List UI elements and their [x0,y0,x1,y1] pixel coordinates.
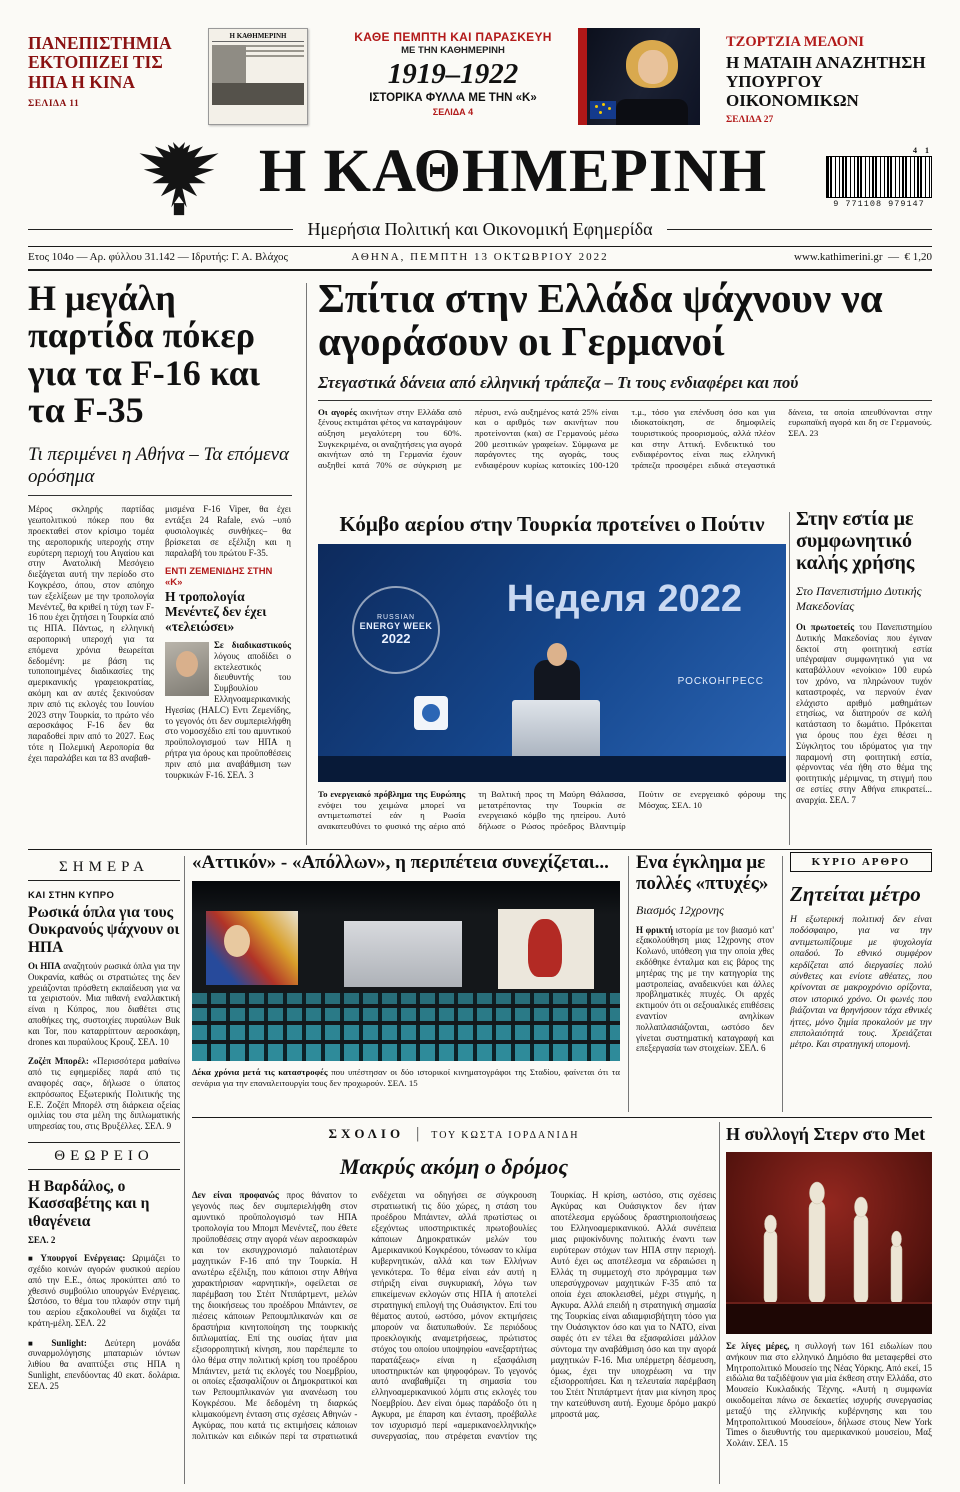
article-main-houses [318,277,932,489]
simera-item [28,1253,180,1329]
divider [28,495,292,496]
scholio-rubric: ΣΧΟΛΙΟ [328,1126,405,1141]
met-photo [726,1152,932,1334]
simera-item-text: Δεύτερη μονάδα συναρμολόγησης μπαταριών ιόντων λιθίου θα αναπτύξει στις ΗΠΑ η Sunlight, επενδύοντας 40 εκατ. δολάρια. ΣΕΛ. 25 [28,1337,180,1391]
masthead-info-row [28,251,932,263]
simera-kicker: ΚΑΙ ΣΤΗΝ ΚΥΠΡΟ [28,890,115,901]
emblem-line2: ENERGY WEEK [359,621,433,631]
teaser-meloni [726,34,932,125]
estia-body-text: του Πανεπιστημίου Δυτικής Μακεδονίας που έγιναν δεκτοί στη φοιτητική εστία υπέγραψαν συμφωνητικό για να καταβάλλουν «ενοίκιο» 100 ευρώ τον χρόνο, να πληρώνουν τυχόν καταστροφές, να περνούν έναν ελάχιστο αριθμό μαθημάτων ετησίως, να διατηρούν σε καλή κατάσταση το δωμάτιο. Πρόκειται για όρους που έχει θέσει η Σύγκλητος του ιδρύματος για την παραμονή στη φοιτητική εστία, φέρνοντας νέα ήθη στο θέμα της φοιτητικής μέριμνας, τη στιγμή που σε εστίες στην Αθήνα επικρατεί... αναρχία. ΣΕΛ. 7 [796,622,932,805]
editorial-rubric: ΚΥΡΙΟ ΑΡΘΡΟ [790,852,932,872]
simera-headline: Ρωσικά όπλα για τους Ουκρανούς ψάχνουν οι ΗΠΑ [28,904,180,956]
cinema-photo [192,881,620,1061]
emblem-line1: RUSSIAN [376,614,416,621]
main-body-text: ακινήτων στην Ελλάδα από ξένους εκτιμάται φέτος να καταγράψουν αύξηση μεγαλύτερη του 60%. Συγκεκριμένα, οι αναζητήσεις για αγορά ακινήτων από τη Γερμανία έχουν αυξηθεί κατά 70% σε σύγκριση με πέρυσι, ενώ αυξημένος κατά 25% είναι και ο αριθμός των ακινήτων που προτείνονται (και) σε Γερμανούς μέσω 200 μεσιτικών γραφείων. Σύμφωνα με παράγοντες της αγοράς, τους ενδιαφέρουν κυρίως κατοικίες 100-120 τ.μ., τόσο για επένδυση όσο και για ιδιοκατοίκηση, σε δημοφιλείς τουριστικούς προορισμούς, αλλά πλέον και στην Αττική. Ενδεικτικό του ενδιαφέροντος είναι πως ελληνική τράπεζα προσφέρει ειδικά στεγαστικά δάνεια, τα οποία απευθύνονται στην ευρωπαϊκή αγορά και δη σε Γερμανούς. ΣΕΛ. 23 [318,406,932,470]
crime-body-lead: Η φρικτή [636,924,674,935]
seat-row [192,1025,620,1040]
met-body-lead: Σε λίγες μέρες, [726,1341,790,1351]
simera-item-text: αναζητούν ρωσικά όπλα για την Ουκρανία, καθώς οι στρατιώτες της δεν χρειάζονται πρόσθετη εκπαίδευση για να τα χειριστούν. Μια πιθανή εναλλακτική είναι η Κύπρος, που διαθέτει στις αποθήκες της, συστοιχίες πυραύλων Buk και Tor, που καταρρίπτουν αεροσκάφη, drones και πυραύλους Κρουζ. ΣΕΛ. 10 [28,961,180,1047]
teaser-historic-title: ΙΣΤΟΡΙΚΑ ΦΥΛΛΑ ΜΕ ΤΗΝ «Κ» [369,92,537,104]
putin-photo [318,544,786,782]
scholio-body [192,1190,716,1490]
masthead-subtitle-row [28,219,932,240]
putin-figure [534,660,580,704]
issue-info: Ετος 104ο — Αρ. φύλλου 31.142 — Ιδρυτής: Γ. Α. Βλάχος [28,251,288,263]
main-headline: Σπίτια στην Ελλάδα ψάχνουν να αγοράσουν οι Γερμανοί [318,275,883,365]
estia-body [796,622,932,806]
main-body [318,407,932,489]
teaser-meloni-kicker: ΤΖΟΡΤΖΙΑ ΜΕΛΟΝΙ [726,34,865,50]
inset-headline: Η τροπολογία Μενέντεζ δεν έχει «τελειώσει» [165,589,267,635]
teaser-historic-years: 1919–1922 [387,58,519,90]
divider [318,400,932,401]
met-body [726,1341,932,1449]
teaser-universities [28,34,186,109]
cinema-screen [344,921,462,987]
seat-row [192,1044,620,1061]
article-f16-column-1: Μέρος σκληρής παρτίδας γεωπολιτικού πόκερ που θα προεκταθεί στον κρίσιμο τομέα της αεροπορικής υπεροχής στην ευρύτερη περιοχή του Αιγαίου και στην Ανατολική Μεσόγειο διεξάγεται αυτή την περίοδο στο Κογκρέσο, όπου, στον απόηχο των εξελίξεων με την τροπολογία Μενέντεζ, θα κριθεί η τύχη των F-16 που έχει ζητήσει η Τουρκία από τις ΗΠΑ. Πάντως, η ελληνική αεροπορική υπεροχή για τα επόμενα χρόνια θεωρείται δεδομένη: με βάση τις τυποποιημένες διαδικασίες της αμερικανικής γραφειοκρατίας, ακόμη και αν αυτές ξεκινούσαν πριν από τις εκλογές του Ιουνίου 2023 στην Τουρκία, το πρώτο νέο αεροσκάφος F-16 δεν θα παραδοθεί πριν από το 2027. Εως τότε η Πολεμική Αεροπορία θα έχει παραλάβει και τα 83 αναβαθ- [28,504,154,763]
scholio-body-lead: Δεν είναι προφανώς [192,1190,279,1200]
met-body-text: η συλλογή των 161 ειδωλίων που ανήκουν πια στο ελληνικό Δημόσιο θα μεταφερθεί στο Μητροπολιτικό Μουσείο της Νέας Υόρκης. Από εκεί, 15 ειδώλια θα ταξιδέψουν για μία έκθεση στην Ελλάδα, στο Μουσείο Κυκλαδικής Τέχνης. «Αυτή η συμφωνία οικοδομείται πάνω σε δεκαετίες ισχυρής συνεργασίας μεταξύ της ελληνικής κυβέρνησης και του Μητροπολιτικού Μουσείου», δήλωσε στους New York Times ο διευθυντής του αμερικανικού μουσείου, Μαξ Χολάιν. ΣΕΛ. 15 [726,1341,932,1449]
crime-body [636,925,774,1055]
energy-week-logo-icon [414,696,448,730]
cinema-right-painting [498,909,594,989]
crime-headline: Ενα έγκλημα με πολλές «πτυχές» [636,852,769,895]
stage-floor [318,756,786,782]
article-f16-column-2-text: μισμένα F-16 Viper, θα έχει εντάξει 24 Rafale, ενώ –υπό φυσιολογικές συνθήκες– θα βρίσκεται σε εξέλιξη και η παραλαβή του πρώτου F-35. [165,504,291,558]
simera-item-lead: Οι ΗΠΑ [28,961,61,972]
meloni-face [638,50,668,84]
teaser-universities-page-ref: ΣΕΛΙΔΑ 11 [28,98,80,109]
zemenidis-portrait-photo [165,642,209,696]
scholio-divider: | [416,1125,420,1142]
site-and-price: www.kathimerini.gr — € 1,20 [794,251,932,263]
article-estia [796,508,932,846]
barcode-bars-icon [826,156,932,198]
bullet-icon: ■ [28,1338,49,1348]
masthead-subtitle: Ημερήσια Πολιτική και Οικονομική Εφημερίδα [307,219,653,239]
article-f16-headline: Η μεγάλη παρτίδα πόκερ για τα F-16 και τα F-35 [28,280,260,431]
teaser-historic-page-ref: ΣΕΛΙΔΑ 4 [432,107,474,117]
photo-credit-strip [578,28,587,125]
editorial-column [790,852,932,1114]
inset-body [165,640,291,780]
putin-headline: Κόμβο αερίου στην Τουρκία προτείνει ο Πούτιν [339,512,765,536]
price: € 1,20 [904,251,932,263]
met-headline: Η συλλογή Στερν στο Met [726,1124,926,1144]
energy-week-emblem-icon [352,586,440,674]
teaser-historic-kicker2: ΜΕ ΤΗΝ ΚΑΘΗΜΕΡΙΝΗ [401,45,505,56]
cinema-caption-text: που υπέστησαν οι δύο ιστορικοί κινηματογράφοι της Σταδίου, φαίνεται ότι τα σενάρια για την επαναλειτουργία τους δεν προχωρούν. ΣΕΛ. 15 [192,1067,620,1088]
inset-kicker: ΕΝΤΙ ΖΕΜΕΝΙΔΗΣ ΣΤΗΝ «Κ» [165,566,273,589]
scholio-byline: ΤΟΥ ΚΩΣΤΑ ΙΟΡΔΑΝΙΔΗ [431,1130,580,1141]
simera-item [28,961,180,1047]
article-putin [318,508,786,845]
inset-text: λόγους αποδίδει ο εκτελεστικός διευθυντής του Συμβουλίου Ελληνοαμερικανικής Ηγεσίας (HALC) Εντι Ζεμενίδης, το γεγονός ότι δεν συμπεριελήφθη στο νομοσχέδιο επί του αμυντικού προϋπολογισμού των ΗΠΑ η ρήτρα για όρους και προϋποθέσεις πριν από μια αναβάθμιση των τουρκικών F-16. ΣΕΛ. 3 [165,650,291,780]
teaser-meloni-title: Η ΜΑΤΑΙΗ ΑΝΑΖΗΤΗΣΗ ΥΠΟΥΡΓΟΥ ΟΙΚΟΝΟΜΙΚΩΝ [726,53,926,111]
bullet-icon: ■ [28,1254,38,1264]
eu-flag-icon [590,101,616,119]
seat-row [192,993,620,1004]
thumbnail-photo-block [212,83,304,105]
crime-body-text: ιστορία με τον βιασμό κατ' εξακολούθηση μιας 12χρονης στον Κολωνό, υπόθεση για την οποία χθες εκδόθηκε ένταλμα και εις βάρος της μητέρας της με την κατηγορία της μαστροπείας, αναδεικνύει και άλλες προβληματικές πτυχές. Οι αρχές εκτιμούν ότι οι σεξουαλικές επιθέσεις εναντίον ανηλίκων πολλαπλασιάζονται, ωστόσο δεν γίνεται συστηματική καταγραφή και επεξεργασία των στοιχείων. ΣΕΛ. 6 [636,924,774,1054]
barcode [826,146,932,209]
display-pedestal [726,1302,932,1334]
crime-deck: Βιασμός 12χρονης [636,902,724,917]
simera-title: ΣΗΜΕΡΑ [28,854,180,881]
article-f16 [28,280,292,846]
thumbnail-masthead-text: Η ΚΑΘΗΜΕΡΙΝΗ [212,32,304,42]
photo-text-energy-week: Неделя 2022 [506,578,742,620]
theoreio-headline: Η Βαρδάλος, ο Κασσαβέτης και η ιθαγένεια [28,1178,150,1230]
roscongress-cyrillic-label: РОСКОНГРЕСС [677,676,764,687]
simera-item-text: Ωριμάζει το σχέδιο κοινών αγορών φυσικού αερίου από την Ε.Ε., όπως προκύπτει από το χθεσινό συμβούλιο υπουργών Ενέργειας. Ωστόσο, το θέμα του πλαφόν στην τιμή του αερίου εξακολουθεί να διχάζει τα κράτη-μέλη. ΣΕΛ. 22 [28,1253,180,1328]
teaser-historic-kicker: ΚΑΘΕ ΠΕΜΠΤΗ ΚΑΙ ΠΑΡΑΣΚΕΥΗ [354,30,552,44]
emblem-line3: 2022 [381,631,411,646]
thumbnail-photo [212,45,246,83]
putin-figure-head [547,643,567,666]
website-url: www.kathimerini.gr [794,251,883,263]
meloni-photo [578,28,700,125]
main-deck: Στεγαστικά δάνεια από ελληνική τράπεζα – Τι τους ενδιαφέρει και πού [318,372,799,392]
teaser-universities-title: ΠΑΝΕΠΙΣΤΗΜΙΑ ΕΚΤΟΠΙΖΕΙ ΤΙΣ ΗΠΑ Η ΚΙΝΑ [28,33,171,92]
simera-item [28,1056,180,1132]
simera-column [28,854,180,1486]
putin-caption-lead: Το ενεργειακό πρόβλημα της Ευρώπης [318,789,466,799]
estia-body-lead: Οι πρωτοετείς [796,622,855,632]
scholio-column [192,1122,716,1490]
article-crime [636,852,774,1114]
scholio-headline: Μακρύς ακόμη ο δρόμος [339,1154,569,1179]
putin-caption [318,789,786,845]
putin-caption-text: ενόψει του χειμώνα μπορεί να αντιμετωπιστεί εάν η Ρωσία ανακατευθύνει το φυσικό της αέριο από τη Βαλτική προς τη Μαύρη Θάλασσα, μετατρέποντας την Τουρκία σε ενεργειακό κόμβο της ηπείρου. Αυτό δήλωσε ο Ρώσος πρόεδρος Βλαντιμίρ Πούτιν σε ενεργειακό φόρουμ της Μόσχας. ΣΕΛ. 10 [318,789,786,831]
editorial-body: Η εξωτερική πολιτική δεν είναι ποδόσφαιρο, για να την αντιμετωπίζουμε με ψυχολογία οπαδού. Το εθνικό συμφέρον κερδίζεται από διεργασίες πολύ σύνθετες και ενίοτε αθέατες, που κρίνονται σε μακροχρόνιο ορίζοντα, στον ιστορικό χρόνο. Οι φωνές που βιάζονται να θρηνήσουν τάχα εθνικές ήττες, μόνο ζημία προκαλούν με την επιπολαιότητά τους. Χρειάζεται μέτρο. Και στρατηγική υπομονή. [790,915,932,1051]
theoreio-page-ref: ΣΕΛ. 2 [28,1235,56,1246]
meloni-torso [616,99,688,125]
barcode-top-digits: 4 1 [913,146,932,155]
article-cinema [192,852,620,1089]
historic-issue-thumbnail [208,28,308,125]
article-f16-deck: Τι περιμένει η Αθήνα – Τα επόμενα ορόσημα [28,443,290,487]
newspaper-title: Η ΚΑΘΗΜΕΡΙΝΗ [258,138,768,205]
scholio-body-text: προς θάνατον το γεγονός πως δεν συμπεριελήφθη στον αμυντικό προϋπολογισμό των ΗΠΑ τροπολογία του Μπομπ Μενέντεζ, που έθετε προϋποθέσεις στην αγορά νέων αεροσκαφών και τον εκσυγχρονισμό παλαιοτέρων μαχητικών F-16 από την Τουρκία. Η ανωτέρω εξέλιξη, που κάποιοι στην Αθήνα χαρακτήρισαν «αρνητική», οφείλεται σε παρέμβαση του Στέιτ Ντιπάρτμεντ, μελών της διοικήσεως του προέδρου Μπάιντεν, σε πιέσεις κάποιων Ρεπουμπλικανών και σε δραστήρια κινητοποίηση της τουρκικής διπλωματίας. Επί της ουσίας ήταν μια εξισορροπητική κίνηση, που παρέπεμπε το όλο θέμα στην πολιτική κρίση του προέδρου Μπάιντεν, μετά τις εκλογές του Νοεμβρίου, οι οποίες εξασφαλίζουν οι Δημοκρατικοί και των Ρεπουμπλικανών για ανανέωση του Κογκρέσου. Με δεδομένη τη διαρκώς κλιμακούμενη ένταση στις σχέσεις Αθηνών - Αγκύρας, που κατά τις εκτιμήσεις κάποιων πολιτικών και ειδικών περί τα στρατιωτικά ενδέχεται να οδηγήσει σε σύγκρουση στρατιωτική τις δύο χώρες, η στάση του προέδρου Μπάιντεν, αλλά πρωτίστως οι εξεχόντως υποστηρικτικές πρωτοβουλίες κάποιων Δημοκρατικών μελών του Αμερικανικού Κογκρέσου, τόνωσαν το κλίμα κυβερνητικών, αλλά και των Ελλήνων γενικότερα. Το θέμα είναι εάν αυτή η στήριξη είναι συγκυριακή, λόγω των επικείμενων εκλογών στις ΗΠΑ ή αποτελεί στρατηγική επιλογή της Ουάσιγκτον. Επί του θέματος αυτού, ωστόσο, μόνον εκτιμήσεις μπορούν να διατυπωθούν. Σε περιόδους προεκλογικής αναμετρήσεως, πρώτιστος στόχος του οποίου υποψηφίου «ανεξαρτήτως παρατάξεως» είναι η εξασφάλιση υποστηρικτών και ψηφοφόρων. Το γεγονός αυτό αναβαθμίζει τη σημασία του ελληνοαμερικανικού λόμπι στις εκλογές του Νοεμβρίου. Δεν είναι όμως παράδοξο ότι η Αγκυρα, με έπαρση και ένταση, προέβαλλε τον ισχυρισμό περί «αμερικανοελληνικής» συνεργασίας, που στρέφεται εναντίον της Τουρκίας. Η κρίση, ωστόσο, στις σχέσεις Αγκύρας και Ουάσιγκτον δεν ήταν αποτέλεσμα εργώδους δραστηριοποιήσεως του Ελληνοαμερικανικού. Αλλά συνέπεια μιας ριψοκίνδυνης πολιτικής έναντι των ευρύτερων στόχων των ΗΠΑ στην περιοχή. Αυτό έχει ως αποτέλεσμα να εδραιώσει η Ελλάς τη συμμετοχή στο πρόγραμμα των υπερσύγχρονων μαχητικών F-35 από τα οποία έχει αποκλεισθεί, μέχρι στιγμής, η Αγκυρα. Αλλά επειδή η στρατηγική σημασία της Τουρκίας είναι αδιαμφισβήτητη τόσο για την Ουάσιγκτον όσο και για το ΝΑΤΟ, είναι σαφές ότι εν τέλει θα εξασφαλίσει μάλλον σύντομα την αναβάθμιση όσο και την αγορά μαχητικών F-16. Μια υπέρμετρη δέσμευση, όμως, έχει την υποχρέωση να την εξισορροπήσει. Και η τελευταία παρέμβαση του Στέιτ Ντιπάρτμεντ ήταν μια κίνηση προς την κατεύθυνση αυτή. Εχουμε δρόμο μακρύ μπροστά μας. [192,1190,716,1442]
theoreio-title: ΘΕΩΡΕΙΟ [28,1142,180,1170]
simera-item-text: «Περισσότερα μαθαίνω από τις εφημερίδες παρά από τις αναφορές σας», δήλωσε ο ύπατος εκπρόσωπος Εξωτερικής Πολιτικής της Ε.Ε. Ζοζέπ Μπορέλ στη διάρκεια οξείας ομιλίας του στα μέλη της διπλωματικής υπηρεσίας του, στις Βρυξέλλες. ΣΕΛ. 9 [28,1056,180,1132]
scholio-header [192,1122,716,1145]
cinema-left-painting [206,911,298,985]
simera-item-lead: Ζοζέπ Μπορέλ: [28,1056,89,1067]
teaser-meloni-page-ref: ΣΕΛΙΔΑ 27 [726,115,774,126]
simera-item-lead: Υπουργοί Ενέργειας: [40,1253,126,1264]
cinema-caption-lead: Δέκα χρόνια μετά τις καταστροφές [192,1067,328,1077]
cinema-headline: «Αττικόν» - «Απόλλων», η περιπέτεια συνεχίζεται... [192,852,609,873]
barcode-number: 9 771108 979147 [833,199,925,209]
cinema-caption [192,1067,620,1089]
estia-deck: Στο Πανεπιστήμιο Δυτικής Μακεδονίας [796,584,922,613]
inset-lead: Σε διαδικαστικούς [214,639,291,650]
article-f16-column-2 [165,504,291,780]
dateline: ΑΘΗΝΑ, ΠΕΜΠΤΗ 13 ΟΚΤΩΒΡΙΟΥ 2022 [351,251,609,263]
podium [512,700,600,758]
editorial-headline: Ζητείται μέτρο [790,882,921,906]
teaser-historic-sheets [346,30,560,117]
article-met [726,1122,932,1488]
seat-row [192,1008,620,1021]
simera-item-lead: Sunlight: [51,1337,87,1348]
estia-headline: Στην εστία με συμφωνητικό καλής χρήσης [796,508,915,574]
main-body-lead: Οι αγορές [318,406,357,417]
simera-item [28,1338,180,1392]
